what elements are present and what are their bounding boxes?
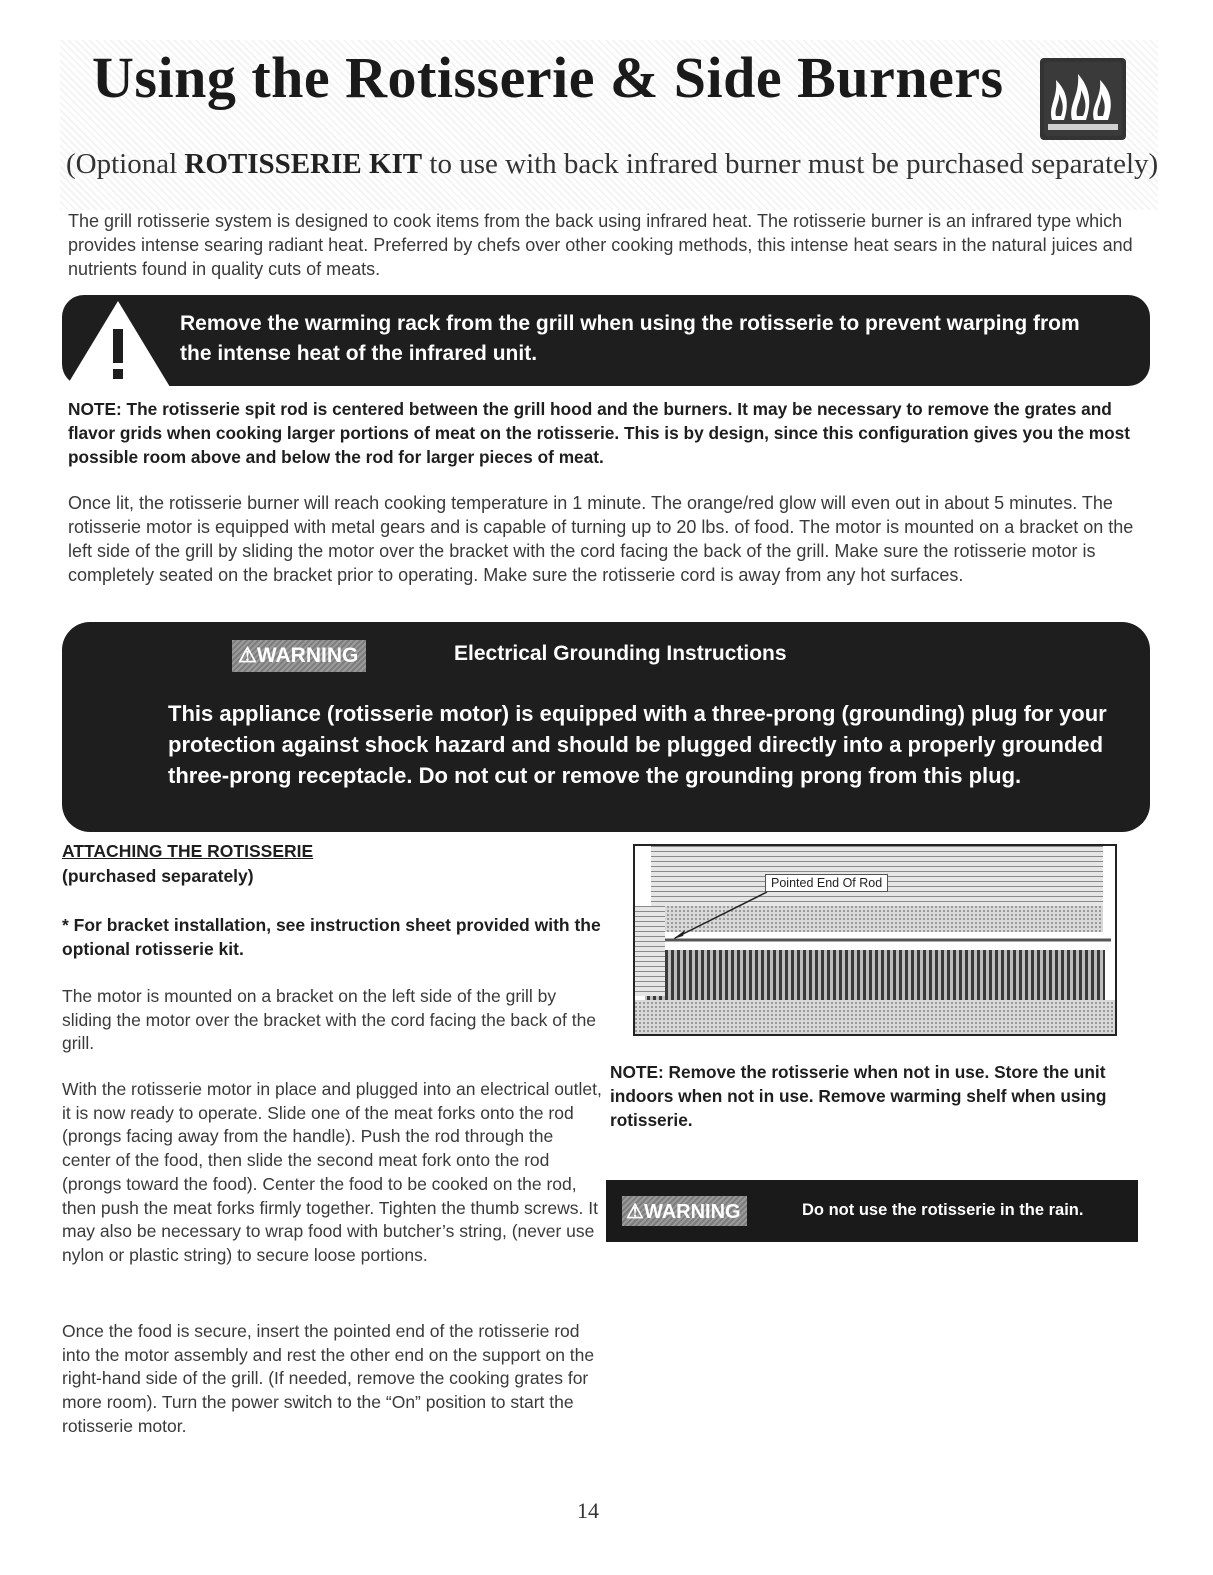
motor-paragraph: The motor is mounted on a bracket on the left side of the grill by sliding the motor over the bracket with the cord facing the back of the grill. [62, 986, 597, 1054]
warning-label-text: WARNING [643, 1201, 741, 1223]
attaching-subheading: (purchased separately) [62, 866, 254, 886]
rotisserie-photo [633, 844, 1117, 1036]
subtitle-prefix: (Optional [66, 148, 185, 180]
warning-symbol-icon: ⚠ [238, 644, 257, 667]
warning-label [622, 1196, 747, 1226]
bracket-note: * For bracket installation, see instruction sheet provided with the optional rotisserie kit. [62, 915, 601, 959]
once-lit-paragraph: Once lit, the rotisserie burner will reach cooking temperature in 1 minute. The orange/red glow will even out in about 5 minutes. The rotisserie motor is equipped with metal gears and is capable of turning up to 20 lbs. of food. The motor is mounted on a bracket on the left side of the grill by sliding the motor over the bracket with the cord facing the back of the grill. Make sure the rotisserie motor is completely seated on the bracket prior to operating. Make sure the rotisserie cord is away from any hot surfaces. [68, 493, 1134, 585]
rain-warning-banner [606, 1180, 1138, 1242]
page-title: Using the Rotisserie & Side Burners [92, 45, 1004, 110]
insert-rod-paragraph: Once the food is secure, insert the pointed end of the rotisserie rod into the motor assembly and rest the other end on the support on the right-hand side of the grill. (If needed, remove the cooking grates for more room). Turn the power switch to the “On” position to start the rotisserie motor. [62, 1321, 595, 1436]
spit-rod-note: NOTE: The rotisserie spit rod is centered between the grill hood and the burners. It may be necessary to remove the grates and flavor grids when cooking larger portions of meat on the rotisserie. This is by design, since this configuration gives you the most possible room above and below the rod for larger pieces of meat. [68, 399, 1131, 467]
attaching-heading: ATTACHING THE ROTISSERIE [62, 841, 314, 861]
subtitle-kit: ROTISSERIE KIT [184, 148, 423, 180]
electrical-grounding-title: Electrical Grounding Instructions [454, 642, 787, 665]
electrical-grounding-banner [62, 622, 1150, 832]
pointed-end-label: Pointed End Of Rod [765, 874, 888, 892]
remove-rotisserie-note: NOTE: Remove the rotisserie when not in use. Store the unit indoors when not in use. Remove warming shelf when using rotisserie. [610, 1062, 1107, 1130]
page-number: 14 [577, 1498, 599, 1523]
warning-label-text: WARNING [256, 644, 359, 667]
warming-rack-text: Remove the warming rack from the grill when using the rotisserie to prevent warping from the intense heat of the infrared unit. [180, 312, 1080, 365]
page-subtitle [66, 148, 1159, 181]
meat-forks-paragraph: With the rotisserie motor in place and plugged into an electrical outlet, it is now ready to operate. Slide one of the meat forks onto the rod (prongs facing away from the handle). Push the rod through the center of the food, then slide the second meat fork onto the rod (prongs toward the food). Center the food to be cooked on the rod, then push the meat forks firmly together. Tighten the thumb screws. It may also be necessary to wrap food with butcher’s string, (never use nylon or plastic string) to secure loose portions. [62, 1079, 602, 1265]
intro-paragraph: The grill rotisserie system is designed to cook items from the back using infrared heat. The rotisserie burner is an infrared type which provides intense searing radiant heat. Preferred by chefs over other cooking methods, this intense heat sears in the natural juices and nutrients found in quality cuts of meats. [68, 211, 1133, 279]
rain-warning-text: Do not use the rotisserie in the rain. [802, 1201, 1084, 1219]
subtitle-suffix: to use with back infrared burner must be purchased separately) [422, 148, 1159, 180]
burner-flames-icon [1040, 58, 1126, 140]
electrical-grounding-body: This appliance (rotisserie motor) is equipped with a three-prong (grounding) plug for your protection against shock hazard and should be plugged directly into a properly grounded three-prong receptacle. Do not cut or remove the grounding prong from this plug. [168, 701, 1107, 788]
warning-symbol-icon: ⚠ [626, 1201, 644, 1223]
warning-label [232, 640, 366, 672]
warning-triangle-icon [62, 297, 174, 389]
warming-rack-banner [62, 295, 1150, 386]
